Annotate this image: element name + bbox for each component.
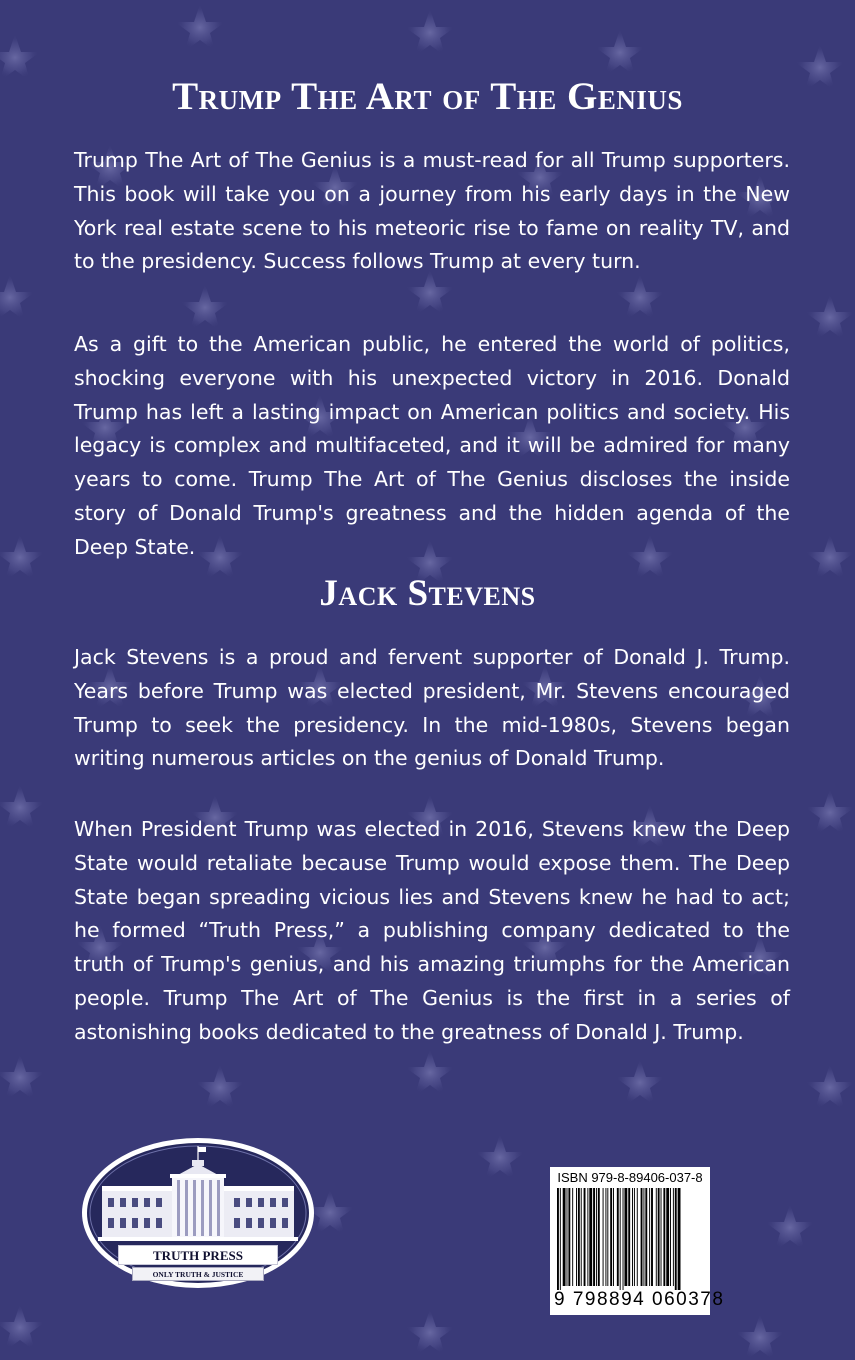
barcode-bar	[678, 1188, 681, 1290]
barcode-bar	[637, 1188, 638, 1286]
barcode-bar	[593, 1188, 595, 1286]
publisher-name: TRUTH PRESS	[118, 1245, 278, 1265]
barcode-bar	[670, 1188, 671, 1286]
barcode-bar	[620, 1188, 621, 1290]
barcode-bar	[623, 1188, 624, 1290]
barcode-bar	[598, 1188, 600, 1286]
barcode-bar	[675, 1188, 677, 1290]
description-paragraph-1: Trump The Art of The Genius is a must-read for all Trump supporters. This book will take you on a journey from his early days in the New York real estate scene to his meteoric rise to fame on reality TV, and to the presidency. Success follows Trump at every turn.	[74, 148, 790, 274]
barcode-bar	[557, 1188, 559, 1290]
barcode-bar	[607, 1188, 608, 1286]
barcode-bar	[568, 1188, 570, 1286]
barcode-bar	[563, 1188, 566, 1286]
barcode-bar	[584, 1188, 586, 1286]
barcode-bar	[613, 1188, 614, 1286]
barcode-bar	[643, 1188, 644, 1286]
barcode-bar	[617, 1188, 619, 1286]
barcode-bar	[605, 1188, 606, 1286]
barcode-bar	[666, 1188, 669, 1286]
barcode-bar	[656, 1188, 657, 1286]
barcode-bar	[658, 1188, 660, 1286]
isbn-barcode	[550, 1167, 725, 1315]
barcode-bar	[596, 1188, 597, 1286]
barcode-bar	[628, 1188, 630, 1286]
barcode-bar	[610, 1188, 612, 1286]
description-paragraph-2: As a gift to the American public, he entered the world of politics, shocking everyone with his unexpected victory in 2016. Donald Trump has left a lasting impact on American politics and society. His legacy is complex and multifaceted, and it will be admired for many years to come. Trump The Art of The Genius discloses the inside story of Donald Trump's greatness and the hidden agenda of the Deep State.	[74, 332, 790, 559]
barcode-bar	[645, 1188, 647, 1286]
barcode-bar	[649, 1188, 650, 1286]
barcode-bars	[557, 1188, 703, 1290]
barcode-bar	[581, 1188, 582, 1286]
barcode-bar	[634, 1188, 635, 1286]
barcode-bar	[578, 1188, 580, 1286]
barcode-bar	[632, 1188, 633, 1286]
book-title: Trump The Art of The Genius	[172, 75, 683, 118]
barcode-bar	[603, 1188, 604, 1286]
barcode-bar	[589, 1188, 592, 1286]
author-bio-paragraph-2: When President Trump was elected in 2016, Stevens knew the Deep State would retaliate because Trump would expose them. The Deep State began spreading vicious lies and Stevens knew he had to act; he formed “Truth Press,” a publishing company dedicated to the truth of Trump's genius, and his amazing triumphs for the American people. Trump The Art of The Genius is the first in a series of astonishing books dedicated to the greatness of Donald J. Trump.	[74, 817, 790, 1044]
barcode-bar	[663, 1188, 665, 1286]
barcode-bar	[624, 1188, 627, 1286]
barcode-bar	[576, 1188, 577, 1286]
barcode-bar	[673, 1188, 674, 1286]
publisher-logo	[80, 1136, 316, 1290]
barcode-bar	[641, 1188, 643, 1286]
barcode-bar	[651, 1188, 653, 1286]
barcode-bar	[567, 1188, 568, 1286]
barcode-bar	[560, 1188, 561, 1290]
barcode-bar	[572, 1188, 573, 1286]
barcode-bar	[587, 1188, 588, 1286]
barcode-number: 9 798894 060378	[554, 1289, 725, 1310]
isbn-label: ISBN 979-8-89406-037-8	[557, 1170, 703, 1185]
author-name: Jack Stevens	[319, 573, 536, 614]
author-bio-paragraph-1: Jack Stevens is a proud and fervent supporter of Donald J. Trump. Years before Trump was elected president, Mr. Stevens encouraged Trump to seek the presidency. In the mid-1980s, Stevens began writing numerous articles on the genius of Donald Trump.	[74, 645, 790, 771]
publisher-tagline: ONLY TRUTH & JUSTICE	[132, 1267, 264, 1281]
barcode-bar	[661, 1188, 662, 1286]
